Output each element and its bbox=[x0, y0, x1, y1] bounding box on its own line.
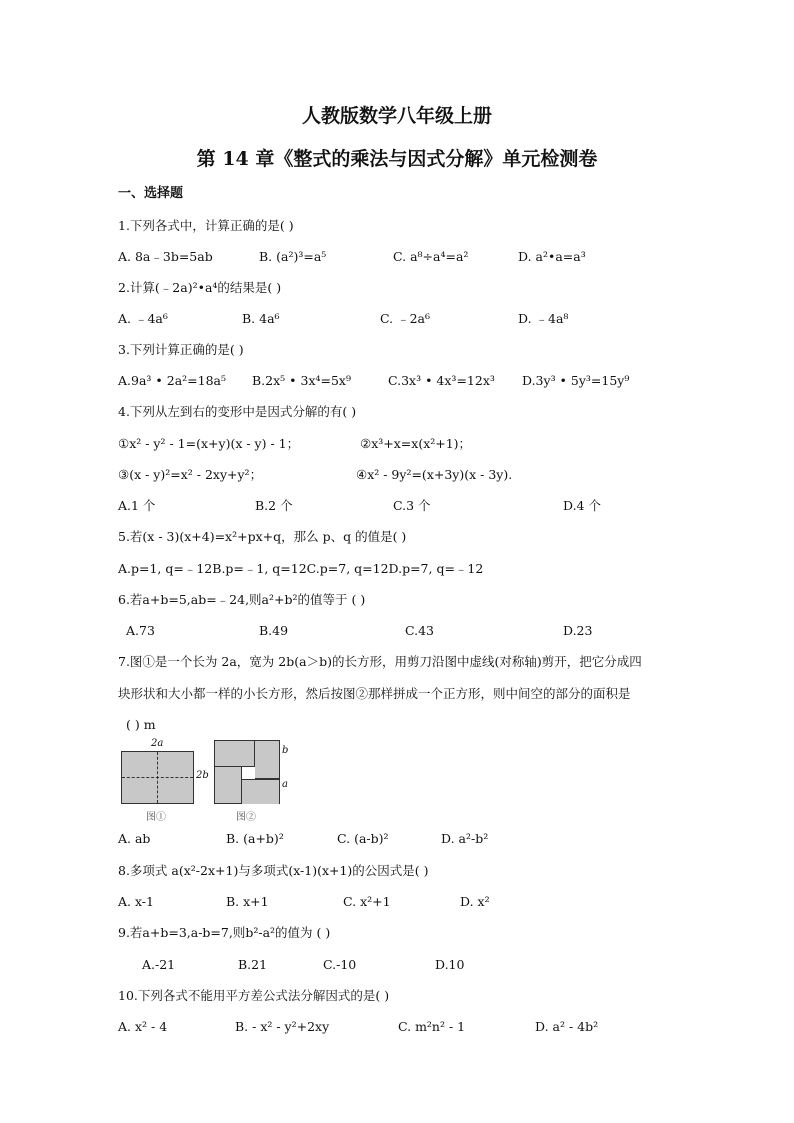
q3-option-d: D.3y³ • 5y³=15y⁹ bbox=[522, 373, 630, 388]
figure-2-label-b: b bbox=[282, 745, 289, 756]
q9-option-a: A.-21 bbox=[142, 957, 176, 972]
q6-option-d: D.23 bbox=[563, 623, 593, 638]
q6-option-b: B.49 bbox=[259, 623, 289, 638]
q4-option-d: D.4 个 bbox=[563, 498, 601, 513]
figure-1-label-top: 2a bbox=[151, 738, 164, 749]
q4-statement-2: ②x³+x=x(x²+1)； bbox=[360, 436, 472, 451]
q9-option-c: C.-10 bbox=[323, 957, 357, 972]
q9-option-b: B.21 bbox=[238, 957, 268, 972]
q7-option-b: B. (a+b)² bbox=[226, 831, 284, 846]
figure-2-square bbox=[214, 740, 280, 804]
figure-2-piece-bottom bbox=[242, 779, 279, 804]
q4-option-b: B.2 个 bbox=[255, 498, 293, 513]
q1-option-a: A. 8a﹣3b=5ab bbox=[118, 249, 213, 264]
q1-option-d: D. a²•a=a³ bbox=[518, 249, 586, 264]
q4-statement-4: ④x² - 9y²=(x+3y)(x - 3y). bbox=[356, 467, 513, 482]
q7-stem-line-1: 7.图①是一个长为 2a，宽为 2b(a＞b)的长方形，用剪刀沿图中虚线(对称轴)剪开，把它分成四 bbox=[118, 654, 642, 669]
q7-option-d: D. a²-b² bbox=[441, 831, 489, 846]
q1-option-c: C. a⁸÷a⁴=a² bbox=[393, 249, 469, 264]
q10-option-b: B. - x² - y²+2xy bbox=[235, 1019, 330, 1034]
q8-option-b: B. x+1 bbox=[226, 894, 269, 909]
figure-2-piece-top bbox=[215, 741, 255, 767]
q2-option-d: D. ﹣4a⁸ bbox=[518, 311, 569, 326]
q4-option-a: A.1 个 bbox=[118, 498, 156, 513]
figure-1-caption: 图① bbox=[146, 812, 166, 823]
q7-option-a: A. ab bbox=[118, 831, 151, 846]
figure-1-label-right: 2b bbox=[196, 770, 209, 781]
q8-option-d: D. x² bbox=[460, 894, 490, 909]
q10-stem: 10.下列各式不能用平方差公式法分解因式的是( ) bbox=[118, 988, 390, 1003]
q4-stem: 4.下列从左到右的变形中是因式分解的有( ) bbox=[118, 404, 357, 419]
q8-option-c: C. x²+1 bbox=[343, 894, 391, 909]
q2-option-c: C. ﹣2a⁶ bbox=[380, 311, 430, 326]
q6-option-a: A.73 bbox=[126, 623, 155, 638]
q10-option-c: C. m²n² - 1 bbox=[398, 1019, 466, 1034]
q4-statement-3: ③(x - y)²=x² - 2xy+y²； bbox=[118, 467, 263, 482]
q3-option-a: A.9a³ • 2a²=18a⁵ bbox=[118, 373, 226, 388]
figure-1-rectangle bbox=[121, 751, 194, 804]
q2-stem: 2.计算(﹣2a)²•a⁴的结果是( ) bbox=[118, 280, 282, 295]
q3-option-b: B.2x⁵ • 3x⁴=5x⁹ bbox=[252, 373, 351, 388]
q10-option-a: A. x² - 4 bbox=[118, 1019, 168, 1034]
q3-stem: 3.下列计算正确的是( ) bbox=[118, 342, 244, 357]
q8-option-a: A. x-1 bbox=[118, 894, 154, 909]
q5-stem: 5.若(x - 3)(x+4)=x²+px+q，那么 p、q 的值是( ) bbox=[118, 529, 407, 544]
q3-option-c: C.3x³ • 4x³=12x³ bbox=[388, 373, 495, 388]
q2-option-b: B. 4a⁶ bbox=[242, 311, 280, 326]
q7-stem-line-2: 块形状和大小都一样的小长方形，然后按图②那样拼成一个正方形，则中间空的部分的面积是 bbox=[118, 686, 631, 701]
figure-2-piece-left bbox=[215, 767, 242, 803]
document-title: 人教版数学八年级上册 bbox=[301, 105, 492, 127]
q7-stem-line-3: ( ) m bbox=[126, 717, 156, 732]
q8-stem: 8.多项式 a(x²-2x+1)与多项式(x-1)(x+1)的公因式是( ) bbox=[118, 863, 429, 878]
q9-stem: 9.若a+b=3,a-b=7,则b²-a²的值为 ( ) bbox=[118, 925, 331, 940]
document-subtitle: 第 14 章《整式的乘法与因式分解》单元检测卷 bbox=[196, 148, 598, 170]
figure-2-label-a: a bbox=[282, 779, 288, 790]
q2-option-a: A. ﹣4a⁶ bbox=[118, 311, 168, 326]
q4-statement-1: ①x² - y² - 1=(x+y)(x - y) - 1； bbox=[118, 436, 300, 451]
q4-option-c: C.3 个 bbox=[393, 498, 431, 513]
figure-2-center-hole bbox=[242, 767, 254, 778]
figure-2-piece-right bbox=[255, 741, 279, 779]
q5-options: A.p=1, q=﹣12B.p=﹣1, q=12C.p=7, q=12D.p=7, q=﹣12 bbox=[118, 561, 484, 576]
figure-2-caption: 图② bbox=[236, 812, 256, 823]
q6-option-c: C.43 bbox=[405, 623, 434, 638]
q9-option-d: D.10 bbox=[435, 957, 465, 972]
q10-option-d: D. a² - 4b² bbox=[535, 1019, 599, 1034]
section-heading: 一、选择题 bbox=[118, 186, 184, 201]
q7-option-c: C. (a-b)² bbox=[337, 831, 389, 846]
figure-1-horizontal-dash bbox=[122, 777, 193, 778]
q1-option-b: B. (a²)³=a⁵ bbox=[259, 249, 327, 264]
q1-stem: 1.下列各式中，计算正确的是( ) bbox=[118, 218, 294, 233]
q6-stem: 6.若a+b=5,ab=﹣24,则a²+b²的值等于 ( ) bbox=[118, 592, 366, 607]
